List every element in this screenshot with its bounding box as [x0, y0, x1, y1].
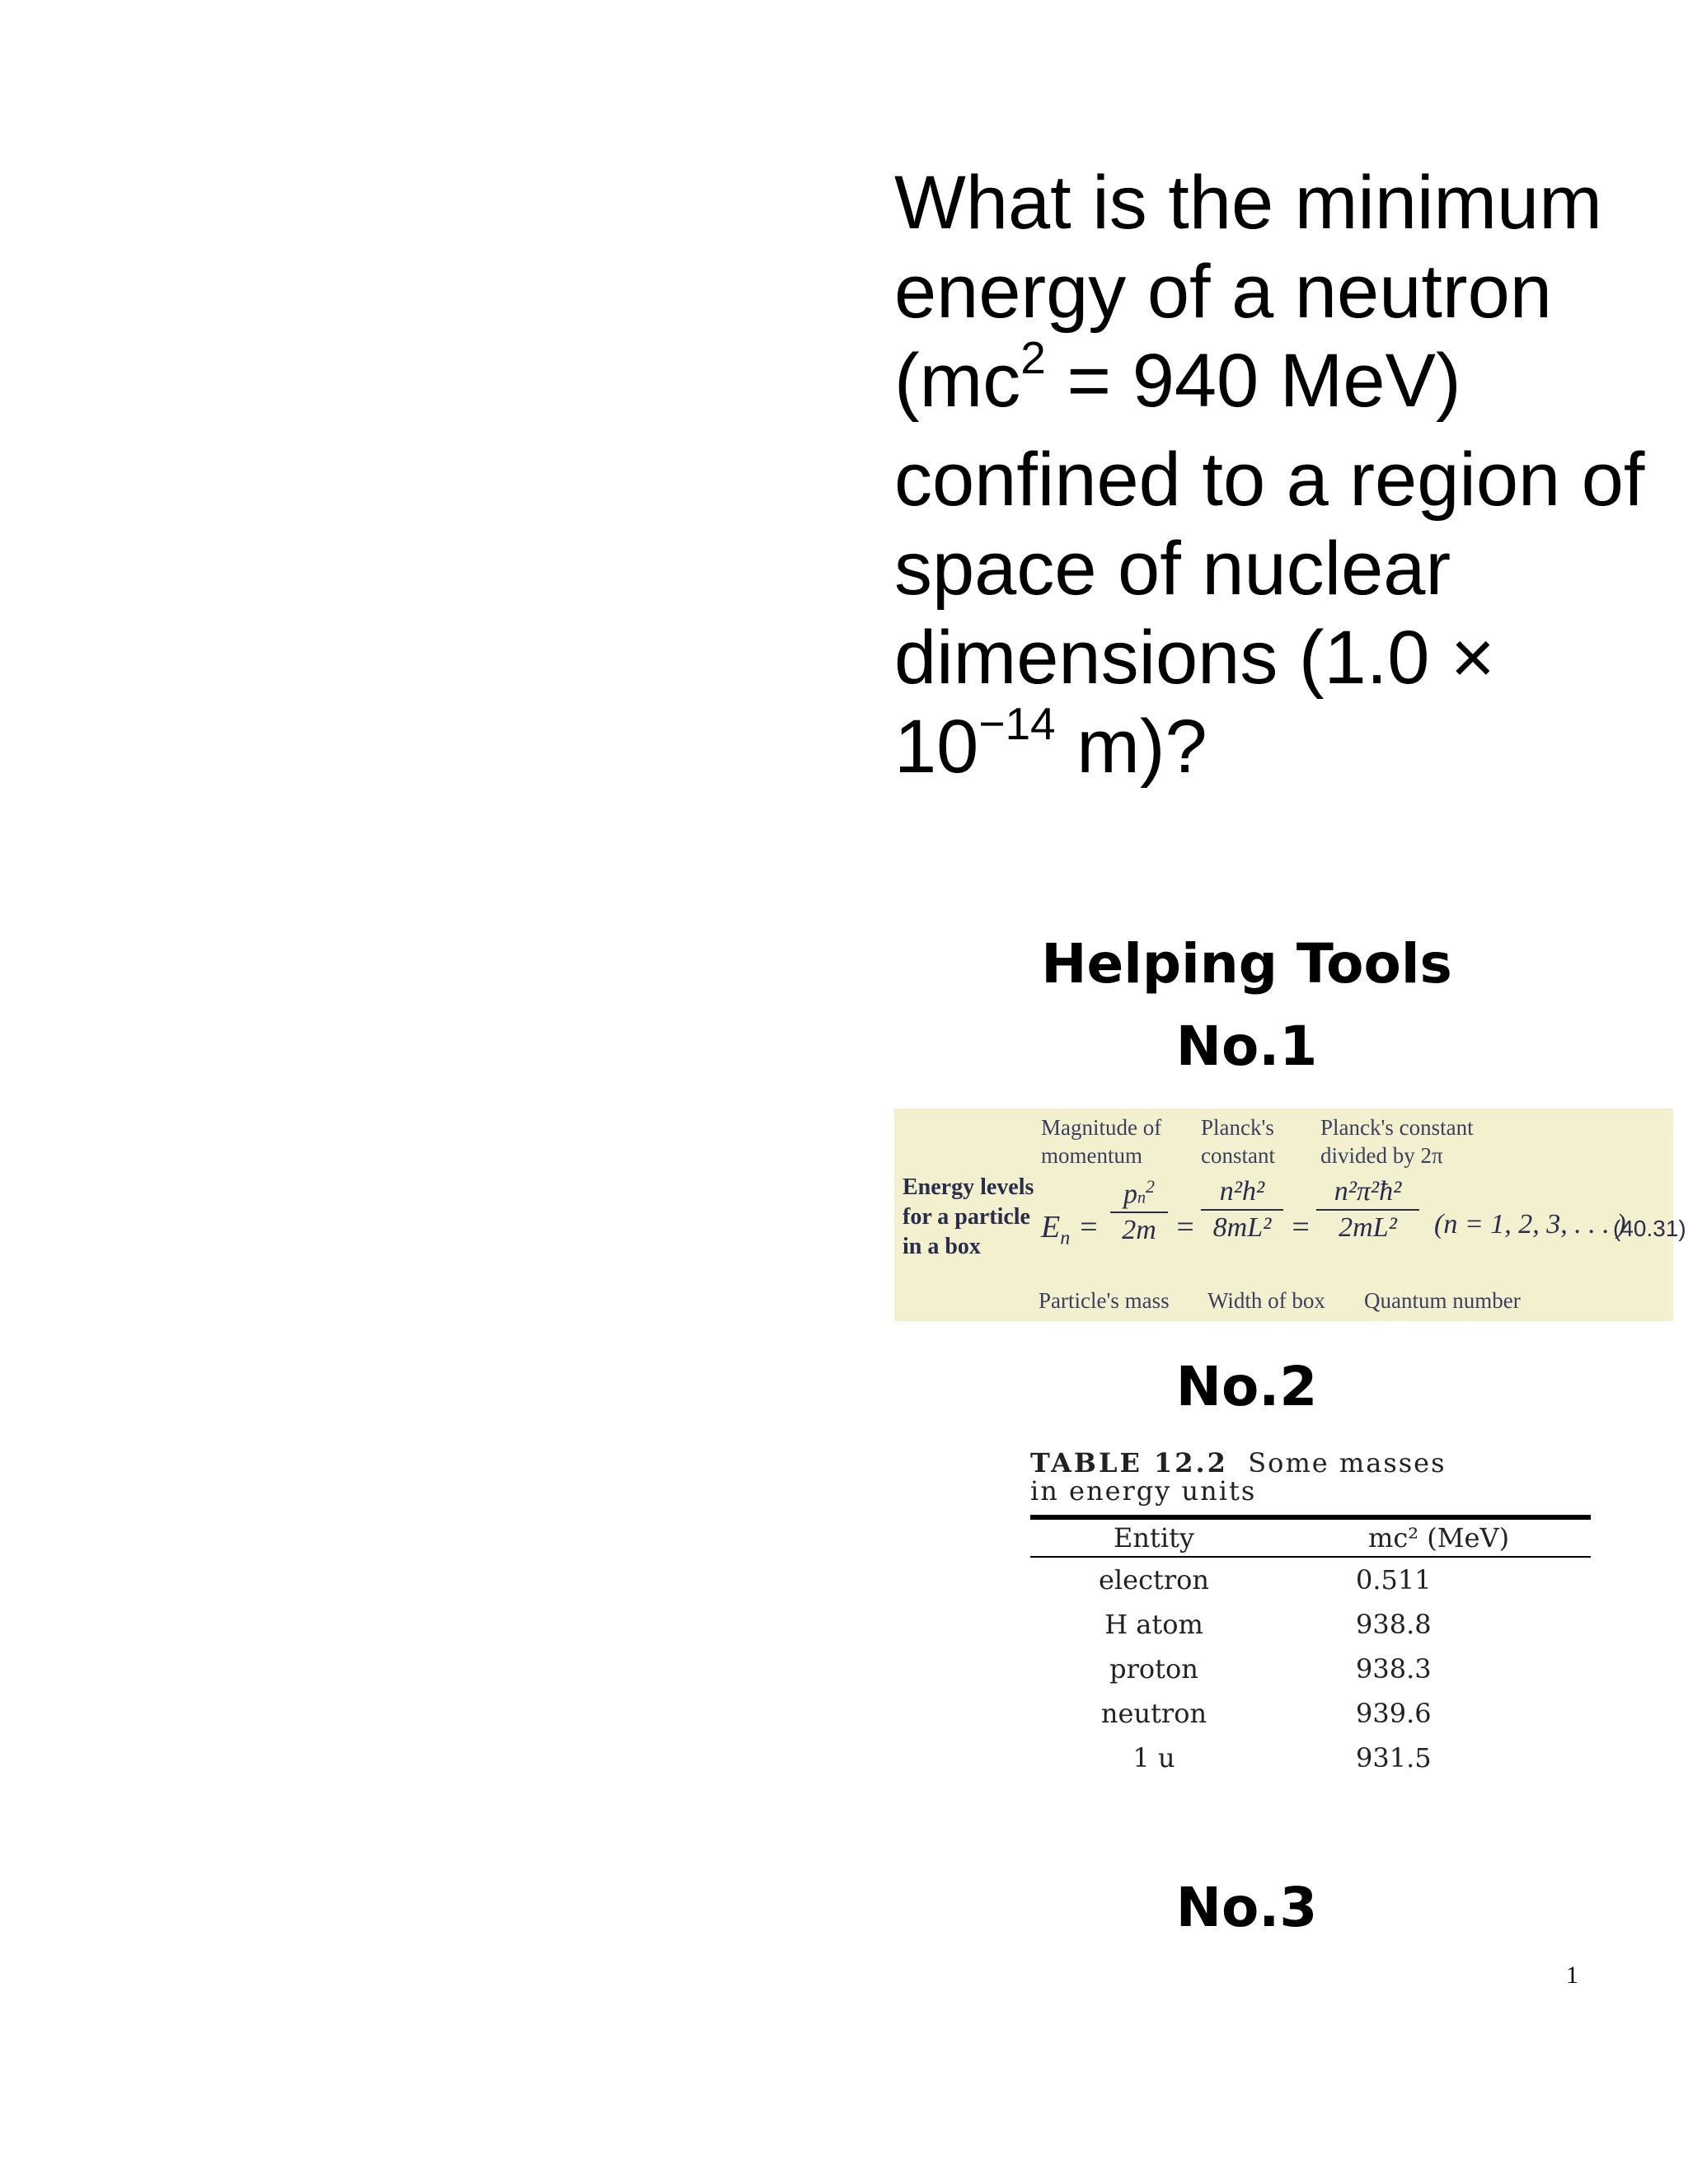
width-annotation: Width of box [1207, 1288, 1325, 1313]
table-caption-line2: in energy units [1030, 1475, 1257, 1507]
hbar-annotation [1320, 1113, 1474, 1169]
momentum-annotation [1041, 1113, 1161, 1169]
annotation-line: divided by 2π [1320, 1143, 1443, 1168]
question-text [894, 158, 1653, 801]
table-cell: electron [1098, 1564, 1210, 1596]
question-part: m)? [1055, 705, 1207, 789]
equation-number: (40.31) [1613, 1216, 1686, 1241]
table-cell: neutron [1100, 1698, 1207, 1729]
momentum-symbol: p [1123, 1179, 1137, 1210]
quantum-annotation: Quantum number [1364, 1288, 1521, 1313]
no2-heading: No.2 [1175, 1355, 1318, 1418]
table-cell: 938.3 [1356, 1653, 1432, 1685]
fraction-bar [1201, 1209, 1283, 1211]
annotation-line: Planck's constant [1320, 1115, 1474, 1140]
formula-label [903, 1173, 1034, 1262]
planck-annotation [1201, 1113, 1275, 1169]
energy-subscript: n [1060, 1227, 1071, 1249]
table-row [1030, 1602, 1591, 1647]
page-number: 1 [1566, 1961, 1578, 1989]
masses-table [1030, 1449, 1591, 1780]
annotation-line: constant [1201, 1143, 1275, 1168]
fraction-numerator: n²h² [1219, 1176, 1265, 1207]
fraction-numerator: n²π²ħ² [1334, 1176, 1402, 1207]
energy-letter: E [1041, 1210, 1061, 1244]
energy-symbol: $E_n$ = [1041, 1210, 1100, 1249]
particle-in-box-formula [894, 1108, 1686, 1321]
mass-annotation: Particle's mass [1039, 1288, 1170, 1313]
table-row [1030, 1647, 1591, 1691]
annotation-line: Magnitude of [1041, 1115, 1162, 1140]
table-row [1030, 1736, 1591, 1780]
table-cell: H atom [1104, 1609, 1203, 1640]
fraction-planck [1201, 1176, 1283, 1244]
question-part: What is the minimum energy of a neutron (mc [894, 161, 1602, 423]
helping-tools-heading [894, 923, 1599, 1088]
table-header-row [1030, 1520, 1591, 1556]
fraction-denominator: 2m [1122, 1215, 1156, 1246]
heading-line: Helping Tools [1041, 932, 1452, 996]
equals-sign: = [1290, 1210, 1311, 1244]
table-cell: 1 u [1132, 1742, 1175, 1774]
fraction-bar [1110, 1212, 1168, 1213]
table-row [1030, 1558, 1591, 1602]
superscript: −14 [978, 698, 1056, 749]
annotation-line: Planck's [1201, 1115, 1274, 1140]
table-caption [1030, 1449, 1591, 1505]
table-header-cell: mc² (MeV) [1368, 1522, 1510, 1554]
equals-sign: = [1175, 1210, 1196, 1244]
fraction-hbar [1316, 1176, 1419, 1244]
heading-line: No.1 [1175, 1015, 1318, 1078]
table-header-cell: Entity [1114, 1522, 1194, 1554]
table-cell: 938.8 [1356, 1609, 1432, 1640]
fraction-denominator: 8mL² [1212, 1212, 1272, 1243]
table-cell: 931.5 [1356, 1742, 1432, 1774]
fraction-bar [1316, 1209, 1419, 1211]
fraction-numerator: $pn^2$ [1123, 1176, 1155, 1210]
label-line: for a particle [903, 1204, 1030, 1230]
fraction-momentum [1110, 1176, 1168, 1246]
label-line: in a box [903, 1234, 981, 1259]
table-caption-title: TABLE 12.2 [1030, 1447, 1228, 1479]
table-caption-text: Some masses [1248, 1447, 1447, 1479]
table-cell: proton [1109, 1653, 1198, 1685]
question-part: = 940 MeV) confined to a region of space of nuclear dimensions (1.0 × 10 [894, 339, 1645, 789]
no3-heading: No.3 [1175, 1876, 1318, 1939]
annotation-line: momentum [1041, 1143, 1142, 1168]
label-line: Energy levels [903, 1174, 1034, 1200]
table-cell: 939.6 [1356, 1698, 1432, 1729]
table-cell: 0.511 [1356, 1564, 1432, 1596]
superscript: 2 [1020, 332, 1046, 383]
quantum-condition: (n = 1, 2, 3, . . . ) [1434, 1209, 1626, 1240]
table-row [1030, 1691, 1591, 1736]
fraction-denominator: 2mL² [1339, 1212, 1397, 1243]
